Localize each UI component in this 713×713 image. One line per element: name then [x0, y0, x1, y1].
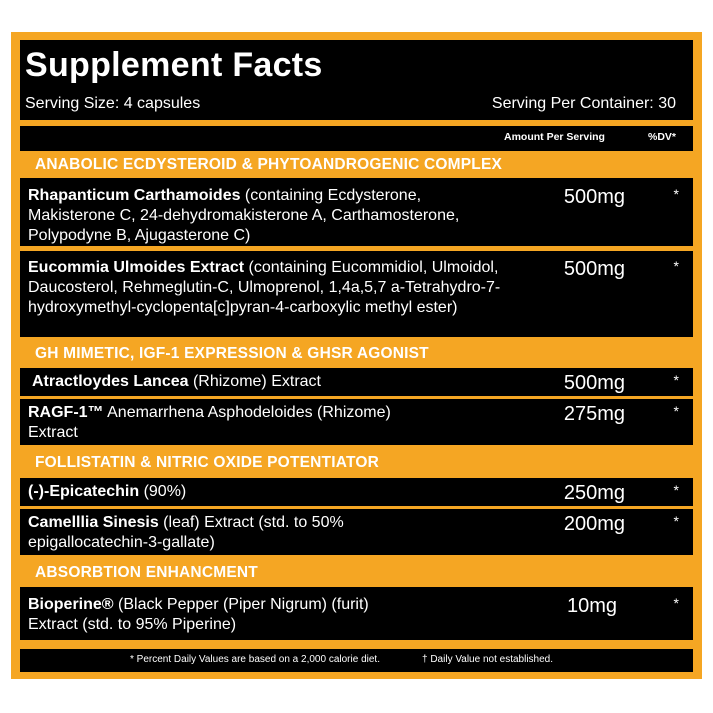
section-title-anabolic: ANABOLIC ECDYSTEROID & PHYTOANDROGENIC COMPLEX: [35, 156, 503, 173]
ingredient-amount: 250mg: [563, 482, 625, 504]
ingredient-box: [20, 587, 693, 640]
ingredient-dv: *: [673, 482, 679, 498]
ingredient-name: Rhapanticum Carthamoides (containing Ecdysterone, Makisterone C, 24-dehydromakisterone A, Carthamosterone, Polypodyne B, Ajugasterone C): [28, 187, 460, 244]
ingredient-amount: 500mg: [563, 258, 625, 280]
ingredient-dv: *: [673, 403, 679, 419]
footnote-block: [20, 649, 693, 672]
ingredient-dv: *: [673, 595, 679, 611]
footnote-not-established: † Daily Value not established.: [422, 654, 554, 665]
page-title: Supplement Facts: [25, 46, 323, 84]
col-dv-header: %DV*: [648, 131, 677, 143]
footnote-daily-values: * Percent Daily Values are based on a 2,000 calorie diet.: [130, 654, 380, 665]
ingredient-dv: *: [673, 186, 679, 202]
ingredient-amount: 500mg: [563, 186, 625, 208]
section-title-absorption: ABSORBTION ENHANCMENT: [35, 564, 258, 581]
header-block: [20, 40, 693, 120]
servings-per-container: Serving Per Container: 30: [491, 95, 676, 112]
ingredient-amount: 500mg: [563, 372, 625, 394]
ingredient-name: Atractloydes Lancea (Rhizome) Extract: [32, 373, 321, 390]
ingredient-box: [20, 368, 693, 396]
ingredient-box: [20, 399, 693, 445]
column-header: [20, 126, 693, 151]
ingredient-dv: *: [673, 513, 679, 529]
ingredient-amount: 275mg: [563, 403, 625, 425]
serving-size: Serving Size: 4 capsules: [25, 95, 201, 112]
ingredient-amount: 200mg: [563, 513, 625, 535]
ingredient-dv: *: [673, 372, 679, 388]
ingredient-box: [20, 509, 693, 555]
ingredient-name: Eucommia Ulmoides Extract (containing Eucommidiol, Ulmoidol, Daucosterol, Rehmeglutin-C, Ulmoprenol, 1,4a,5,7 a-Tetrahydro-7-hydroxymethyl-cyclopenta[c]pyran-4-carboxylic methyl ester): [28, 259, 501, 316]
ingredient-amount: 10mg: [566, 595, 617, 617]
supplement-facts-label: [11, 32, 702, 679]
ingredient-dv: *: [673, 258, 679, 274]
ingredient-box: [20, 478, 693, 506]
ingredient-box: [20, 178, 693, 246]
ingredient-name: (-)-Epicatechin (90%): [28, 483, 187, 500]
ingredient-box: [20, 251, 693, 337]
ingredient-name: Camelllia Sinesis (leaf) Extract (std. to 50% epigallocatechin-3-gallate): [28, 514, 344, 551]
ingredient-name: RAGF-1™ Anemarrhena Asphodeloides (Rhizome) Extract: [28, 404, 391, 441]
section-title-gh-mimetic: GH MIMETIC, IGF-1 EXPRESSION & GHSR AGONIST: [35, 345, 429, 362]
col-amount-header: Amount Per Serving: [504, 131, 605, 143]
ingredient-name: Bioperine® (Black Pepper (Piper Nigrum) (furit) Extract (std. to 95% Piperine): [28, 596, 369, 633]
section-title-follistatin: FOLLISTATIN & NITRIC OXIDE POTENTIATOR: [35, 454, 379, 471]
